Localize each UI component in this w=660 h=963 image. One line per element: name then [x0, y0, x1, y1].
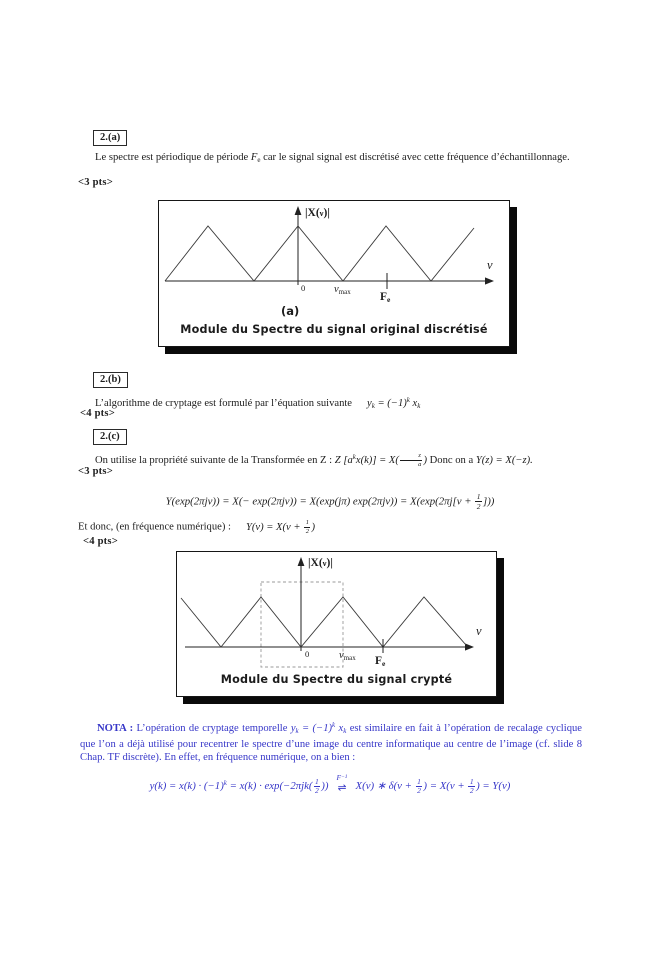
spectrum-curve — [165, 226, 474, 281]
math-crypt-equation: $y_k = (-1)^k$ $x_k$ — [367, 396, 421, 410]
paragraph-2c — [78, 451, 594, 468]
math-Ynu: Y(ν) = X(ν + $\frac{1}{2}$ ) — [245, 519, 315, 535]
fraction-one-half: $\frac{1}{2}$ — [469, 776, 474, 796]
paragraph-2c-text-2: Donc on a — [426, 455, 476, 466]
y-axis-label: |X(ν)| — [305, 207, 330, 219]
section-label-2b: 2.(b) — [93, 372, 128, 388]
fraction-one-half-inline: $\frac{1}{2}$ — [305, 519, 309, 535]
paragraph-etdonc — [78, 520, 598, 535]
dashed-region — [261, 582, 343, 667]
eqnota-p2: = x(k) · exp(−2πjk( — [226, 779, 313, 792]
panel-label: (a) — [281, 304, 300, 318]
x-axis-arrow — [465, 643, 474, 650]
section-label-2a: 2.(a) — [93, 130, 127, 146]
equation-frequency-close: ])) — [483, 495, 495, 508]
eqnota-p5: ) = X(ν + — [423, 779, 468, 792]
nota-math: $y_k = (-1)^k$ $x_k$ — [290, 721, 347, 735]
nota-label: NOTA : — [97, 723, 137, 734]
paragraph-2c-text: On utilise la propriété suivante de la Transformée en Z : — [95, 455, 335, 466]
x-axis-label: ν — [487, 258, 493, 272]
figure-caption: Module du Spectre du signal crypté — [220, 673, 453, 686]
figure-caption: Module du Spectre du signal original discrétisé — [180, 323, 488, 336]
harpoon-icon: ⇌ — [337, 781, 347, 794]
math-Yz: Y(z) = X(−z). — [475, 455, 533, 466]
figure-spectrum-crypted — [176, 551, 497, 697]
fraction-z-over-a: $\frac{z}{a}$ — [400, 453, 423, 468]
numax-label: $\nu_{max}$ — [339, 650, 356, 662]
nota-text-2: est similaire en fait à l’opération de recalage cyclique que l’on a déjà utilisé pour recentrer le spectre d’une image du centre informatique au centre de l’image (cf. slide 8 Chap. TF discrète). En effet, en fréquence numérique, on a bien : — [80, 723, 582, 763]
paragraph-2a-text-2: car le signal signal est discrétisé avec cette fréquence d’échantillonnage. — [260, 152, 570, 163]
eqnota-p3: )) — [321, 779, 329, 792]
equation-frequency — [78, 493, 582, 510]
etdonc-text: Et donc, (en fréquence numérique) : — [78, 521, 231, 533]
fraction-one-half: $\frac{1}{2}$ — [417, 776, 421, 796]
math-z-transform-property: Z $[a^kx(k)] = X$( $\frac{z}{a}$ ) — [334, 452, 427, 468]
paragraph-2a-text: Le spectre est périodique de période — [95, 152, 251, 163]
points-2b: <4 pts> — [80, 408, 115, 419]
paragraph-2b-text: L’algorithme de cryptage est formulé par l’équation suivante — [95, 398, 353, 409]
numax-label: $\nu_{max}$ — [334, 284, 351, 296]
eqnota-p1: y(k) = x(k) · (−1) — [149, 779, 224, 792]
nota-text-1: L’opération de cryptage temporelle — [136, 723, 291, 734]
nota-paragraph — [80, 719, 582, 764]
origin-label: 0 — [305, 649, 310, 659]
paragraph-2a — [78, 151, 578, 167]
fraction-one-half: $\frac{1}{2}$ — [315, 776, 319, 796]
section-label-2c: 2.(c) — [93, 429, 127, 445]
points-2c-final: <4 pts> — [83, 536, 118, 547]
fourier-inverse-relation: $F^{-1}$ ⇌ — [336, 773, 348, 794]
x-axis-label: ν — [476, 624, 482, 638]
points-2c: <3 pts> — [78, 466, 113, 477]
points-2a: <3 pts> — [78, 177, 113, 188]
y-axis-arrow — [298, 557, 305, 566]
eqnota-p6: ) = Y(ν) — [476, 779, 511, 792]
eqnota-sup: k — [223, 778, 227, 787]
spectrum-curve — [181, 597, 466, 647]
fraction-one-half: $\frac{1}{2}$ — [476, 492, 481, 511]
math-Fe: F — [250, 152, 258, 163]
fe-label: $F_e$ — [380, 291, 391, 304]
origin-label: 0 — [301, 283, 306, 293]
equation-frequency-text: Y(exp(2πjν)) = X(− exp(2πjν)) = X(exp(jπ) exp(2πjν)) = X(exp(2πj[ν + — [165, 495, 475, 508]
figure-spectrum-original — [158, 200, 510, 347]
x-axis-arrow — [485, 277, 494, 284]
y-axis-arrow — [295, 206, 302, 215]
y-axis-label: |X(ν)| — [308, 557, 333, 569]
fe-label: $F_e$ — [375, 655, 386, 668]
eqnota-p4: X(ν) ∗ δ(ν + — [355, 779, 415, 792]
paragraph-2b — [78, 394, 590, 413]
math-Fe-sub: e — [257, 156, 261, 164]
equation-nota — [60, 774, 600, 795]
